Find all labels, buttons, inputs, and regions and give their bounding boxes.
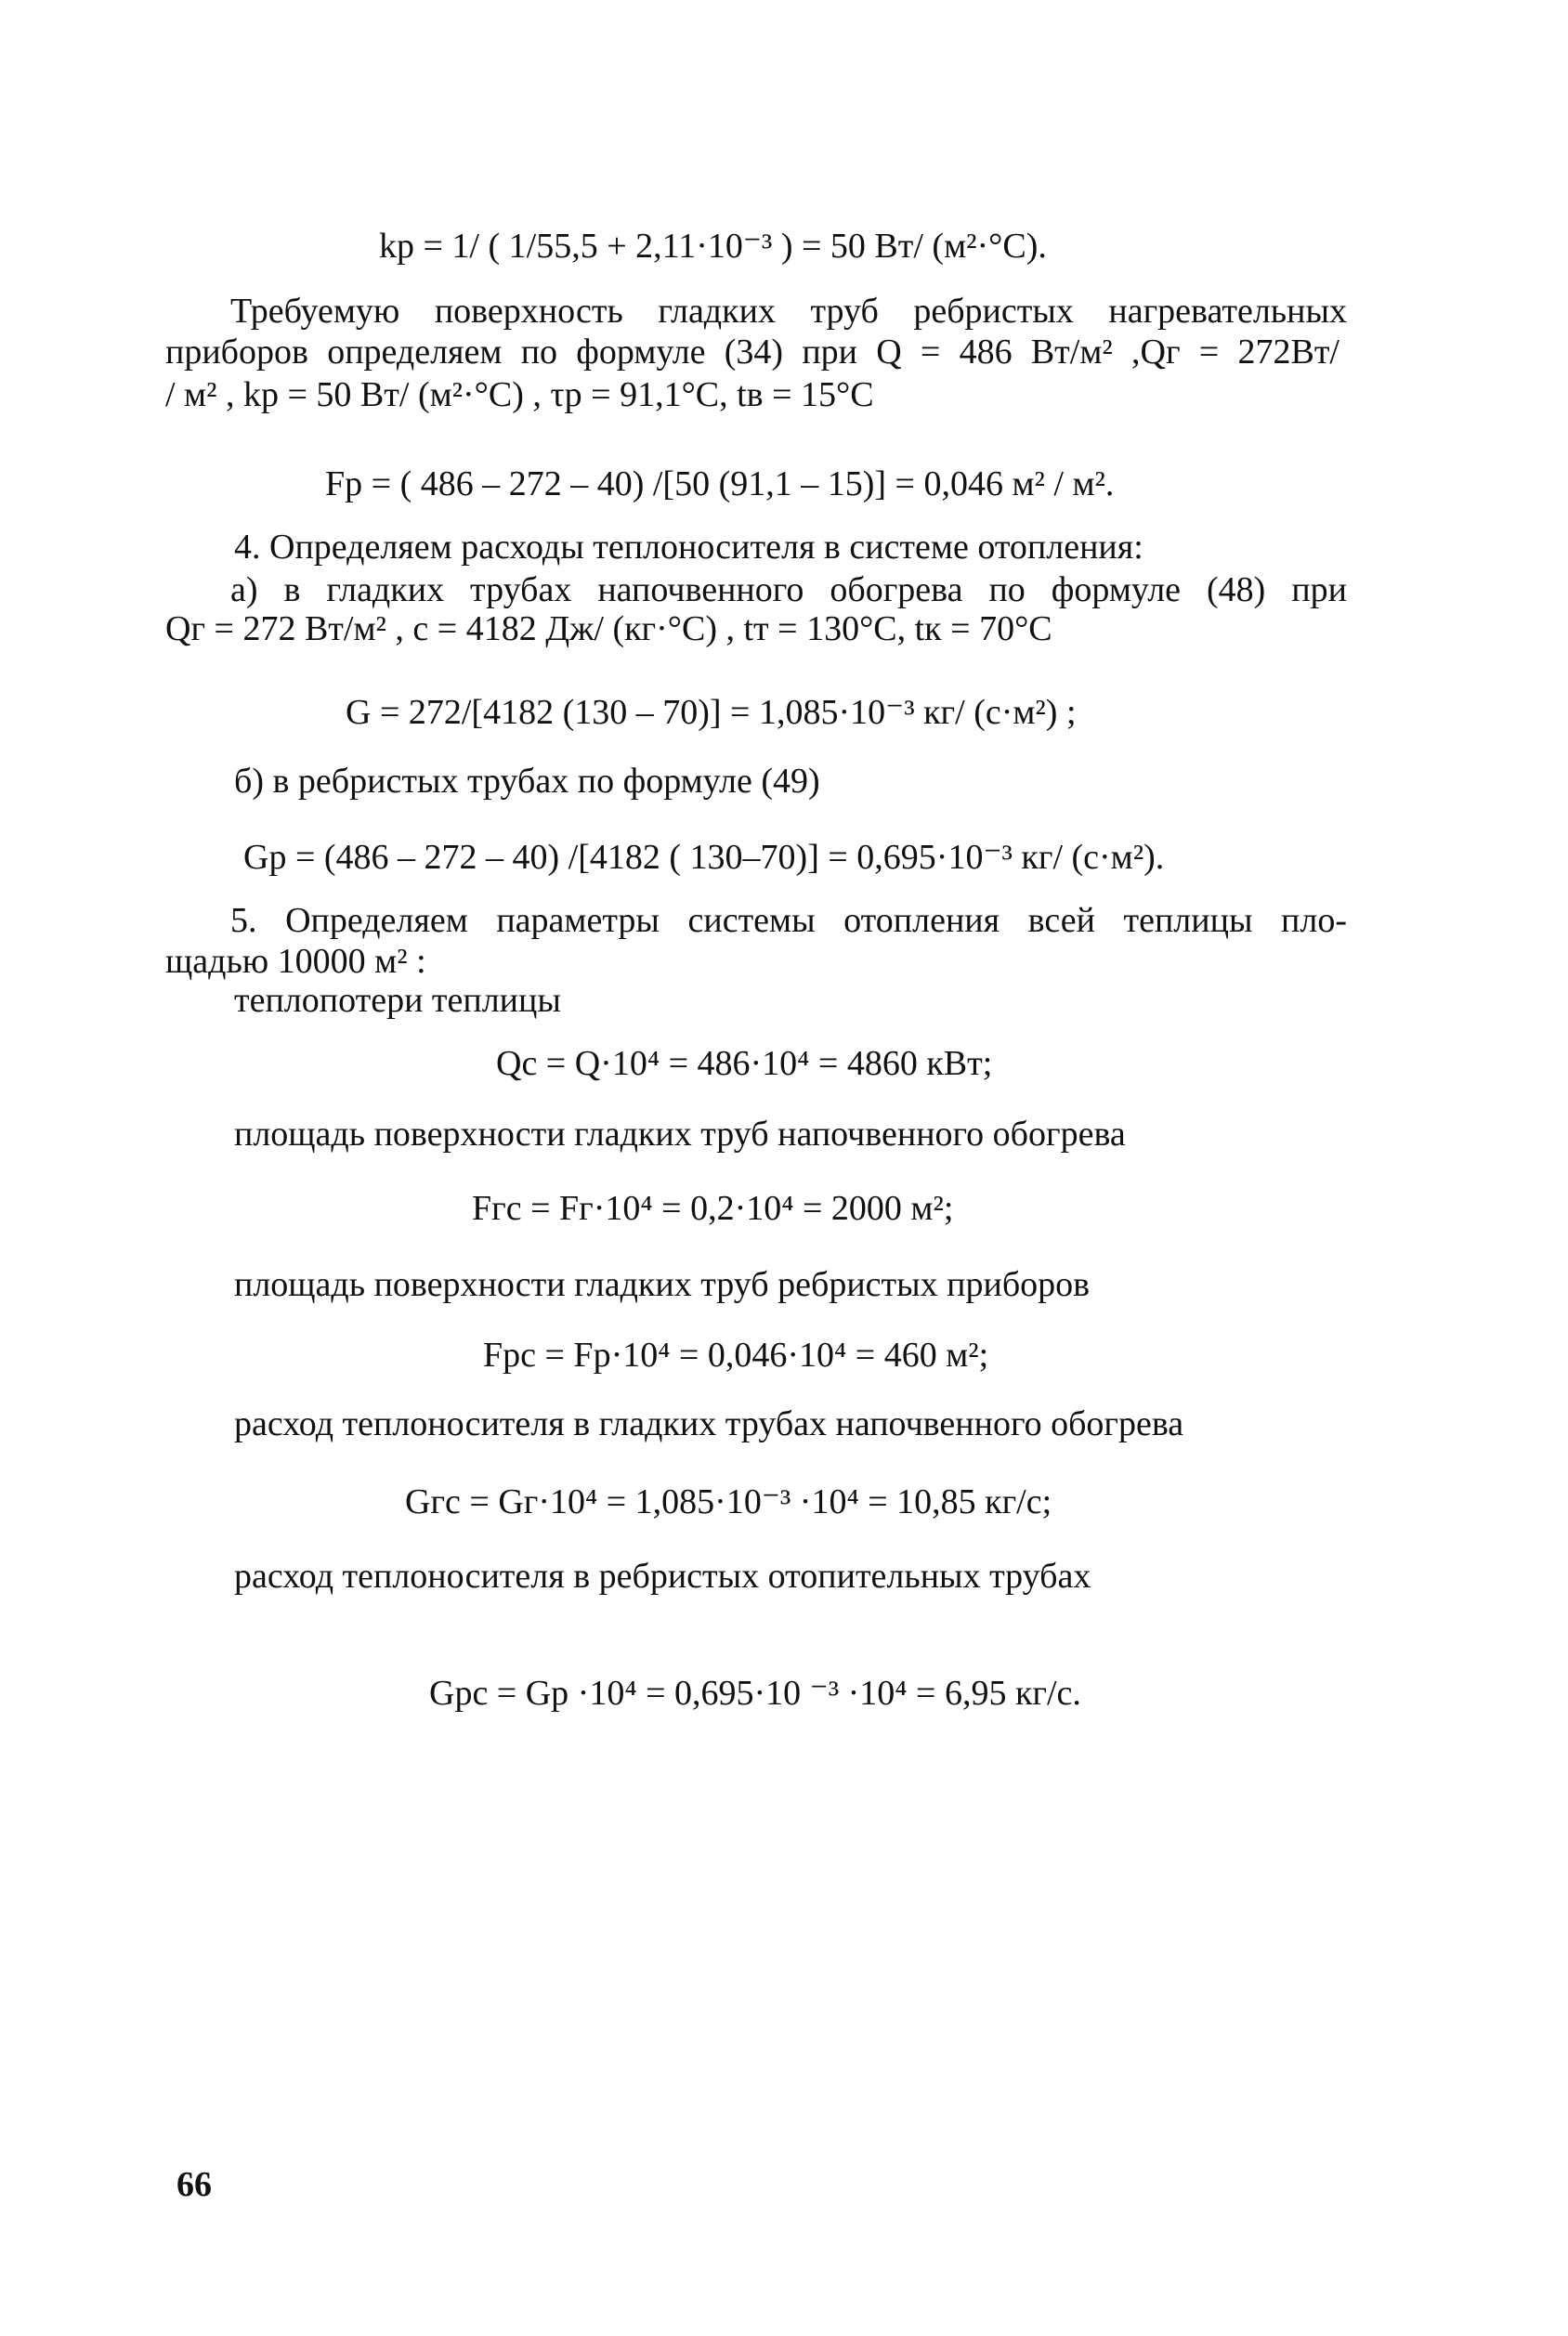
formula-ggc: Gгс = Gг·10⁴ = 1,085·10⁻³ ·10⁴ = 10,85 кг/с;: [405, 1482, 1052, 1521]
section-heading-4: 4. Определяем расходы теплоносителя в системе отопления:: [234, 528, 1143, 567]
paragraph-line: щадью 10000 м² :: [165, 942, 426, 981]
paragraph-line: Требуемую поверхность гладких труб ребристых нагревательных: [230, 292, 1347, 331]
paragraph-line: Qг = 272 Вт/м² , с = 4182 Дж/ (кг·°С) , tт = 130°С, tк = 70°С: [165, 609, 1052, 648]
paragraph-line: площадь поверхности гладких труб напочвенного обогрева: [234, 1115, 1126, 1154]
paragraph-line: а) в гладких трубах напочвенного обогрева по формуле (48) при: [230, 570, 1347, 609]
paragraph-line: теплопотери теплицы: [234, 981, 561, 1020]
page-number: 66: [176, 2165, 212, 2204]
formula-gpc: Gрс = Gр ·10⁴ = 0,695·10 ⁻³ ·10⁴ = 6,95 кг/с.: [429, 1674, 1081, 1713]
formula-fp: Fр = ( 486 – 272 – 40) /[50 (91,1 – 15)] = 0,046 м² / м².: [325, 464, 1115, 503]
paragraph-line: расход теплоносителя в гладких трубах напочвенного обогрева: [234, 1404, 1184, 1443]
section-heading-5: 5. Определяем параметры системы отопления всей теплицы пло-: [230, 901, 1347, 940]
formula-fpc: Fрс = Fр·10⁴ = 0,046·10⁴ = 460 м²;: [483, 1336, 989, 1375]
formula-g: G = 272/[4182 (130 – 70)] = 1,085·10⁻³ кг/ (с·м²) ;: [346, 693, 1077, 732]
paragraph-line: расход теплоносителя в ребристых отопительных трубах: [234, 1557, 1091, 1596]
paragraph-line: приборов определяем по формуле (34) при Q = 486 Вт/м² ,Qг = 272Вт/: [165, 333, 1339, 372]
formula-fgc: Fгс = Fг·10⁴ = 0,2·10⁴ = 2000 м²;: [472, 1189, 954, 1228]
formula-gp: Gр = (486 – 272 – 40) /[4182 ( 130–70)] = 0,695·10⁻³ кг/ (с·м²).: [243, 838, 1165, 877]
paragraph-line: площадь поверхности гладких труб ребристых приборов: [234, 1265, 1091, 1304]
formula-kp: kp = 1/ ( 1/55,5 + 2,11·10⁻³ ) = 50 Вт/ (м²·°С).: [379, 227, 1047, 266]
paragraph-line: б) в ребристых трубах по формуле (49): [234, 762, 820, 801]
paragraph-line: / м² , kр = 50 Вт/ (м²·°С) , τр = 91,1°С, tв = 15°С: [165, 375, 874, 414]
formula-qc: Qс = Q·10⁴ = 486·10⁴ = 4860 кВт;: [496, 1044, 993, 1083]
